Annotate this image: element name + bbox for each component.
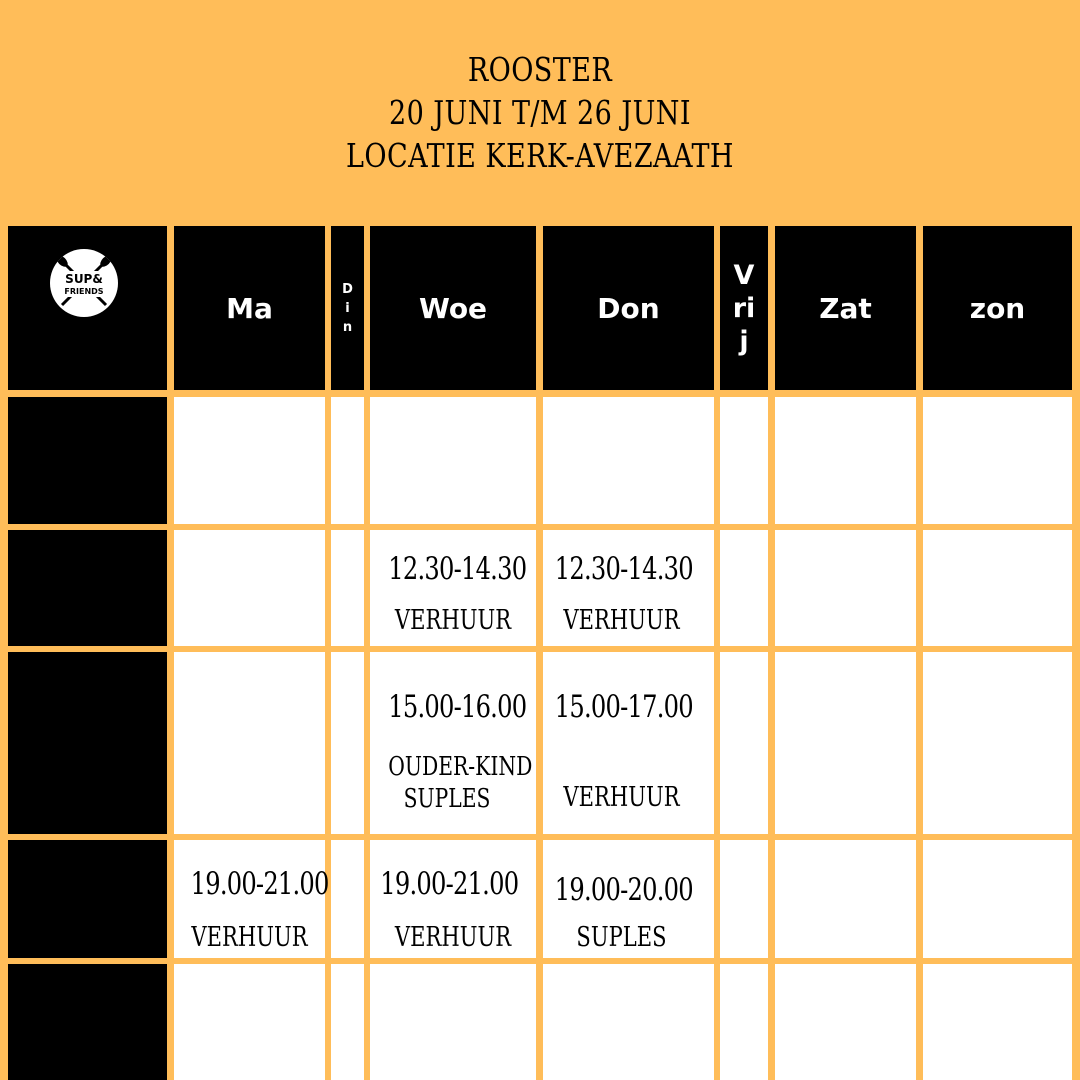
day-header-din-letter-1: D [342, 281, 353, 297]
entry-time-woe-row2: 12.30-14.30 [388, 551, 527, 587]
entry-activity-don-row4: SUPLES [576, 922, 667, 953]
entry-time-woe-row4: 19.00-21.00 [380, 866, 519, 902]
schedule-cell [775, 397, 916, 524]
day-header-zon: zon [923, 226, 1072, 390]
day-header-vrij-part-2: ri [732, 292, 756, 324]
schedule-cell [720, 964, 768, 1080]
schedule-cell [331, 530, 364, 646]
schedule-title [97, 48, 983, 177]
crossed-paddles-icon [50, 249, 118, 317]
schedule-cell [331, 397, 364, 524]
schedule-cell [543, 397, 714, 524]
schedule-cell [331, 964, 364, 1080]
day-header-vrij-part-3: j [739, 325, 749, 357]
schedule-cell [174, 652, 325, 834]
schedule-cell [720, 530, 768, 646]
schedule-cell [720, 397, 768, 524]
time-slot-cell-5 [8, 964, 167, 1080]
day-header-vrij [720, 226, 768, 390]
schedule-cell [543, 964, 714, 1080]
day-header-zat: Zat [775, 226, 916, 390]
schedule-cell [174, 397, 325, 524]
entry-activity-don-row3: VERHUUR [563, 782, 680, 813]
schedule-cell [720, 840, 768, 958]
entry-time-don-row4: 19.00-20.00 [554, 872, 693, 908]
day-header-din [331, 226, 364, 390]
entry-activity-don-row2: VERHUUR [563, 605, 680, 636]
title-line-rooster: ROOSTER [467, 50, 613, 89]
time-slot-cell-1 [8, 397, 167, 524]
schedule-cell [174, 530, 325, 646]
schedule-cell [775, 964, 916, 1080]
schedule-cell [923, 397, 1072, 524]
entry-activity-woe-row2: VERHUUR [394, 605, 512, 636]
entry-time-woe-row3: 15.00-16.00 [388, 689, 527, 725]
entry-activity-woe-row3-line2: SUPLES [403, 784, 491, 814]
entry-activity-woe-row4: VERHUUR [394, 922, 512, 953]
logo-text-sup: SUP& [65, 272, 103, 286]
entry-activity-woe-row3-line1: OUDER-KIND [388, 752, 533, 782]
schedule-cell [370, 964, 536, 1080]
title-line-location: LOCATIE KERK-AVEZAATH [346, 136, 734, 175]
schedule-cell [331, 652, 364, 834]
schedule-cell [174, 964, 325, 1080]
day-header-vrij-part-1: V [733, 259, 755, 291]
schedule-cell [775, 652, 916, 834]
entry-activity-ma-row4: VERHUUR [191, 922, 308, 953]
schedule-cell [775, 530, 916, 646]
entry-time-ma-row4: 19.00-21.00 [190, 866, 329, 902]
title-line-dates: 20 JUNI T/M 26 JUNI [389, 93, 691, 132]
time-slot-cell-4 [8, 840, 167, 958]
time-slot-cell-2 [8, 530, 167, 646]
day-header-don: Don [543, 226, 714, 390]
entry-time-don-row3: 15.00-17.00 [554, 689, 693, 725]
schedule-cell [923, 840, 1072, 958]
schedule-cell [923, 652, 1072, 834]
schedule-cell [720, 652, 768, 834]
sup-friends-logo [50, 249, 118, 317]
schedule-cell [370, 397, 536, 524]
schedule-cell [331, 840, 364, 958]
day-header-din-letter-2: i [345, 300, 350, 316]
schedule-cell [923, 964, 1072, 1080]
day-header-din-letter-3: n [342, 319, 353, 335]
day-header-ma: Ma [174, 226, 325, 390]
entry-time-don-row2: 12.30-14.30 [554, 551, 693, 587]
logo-text-friends: FRIENDS [64, 287, 104, 296]
time-slot-cell-3 [8, 652, 167, 834]
day-header-woe: Woe [370, 226, 536, 390]
schedule-cell [775, 840, 916, 958]
schedule-cell [923, 530, 1072, 646]
